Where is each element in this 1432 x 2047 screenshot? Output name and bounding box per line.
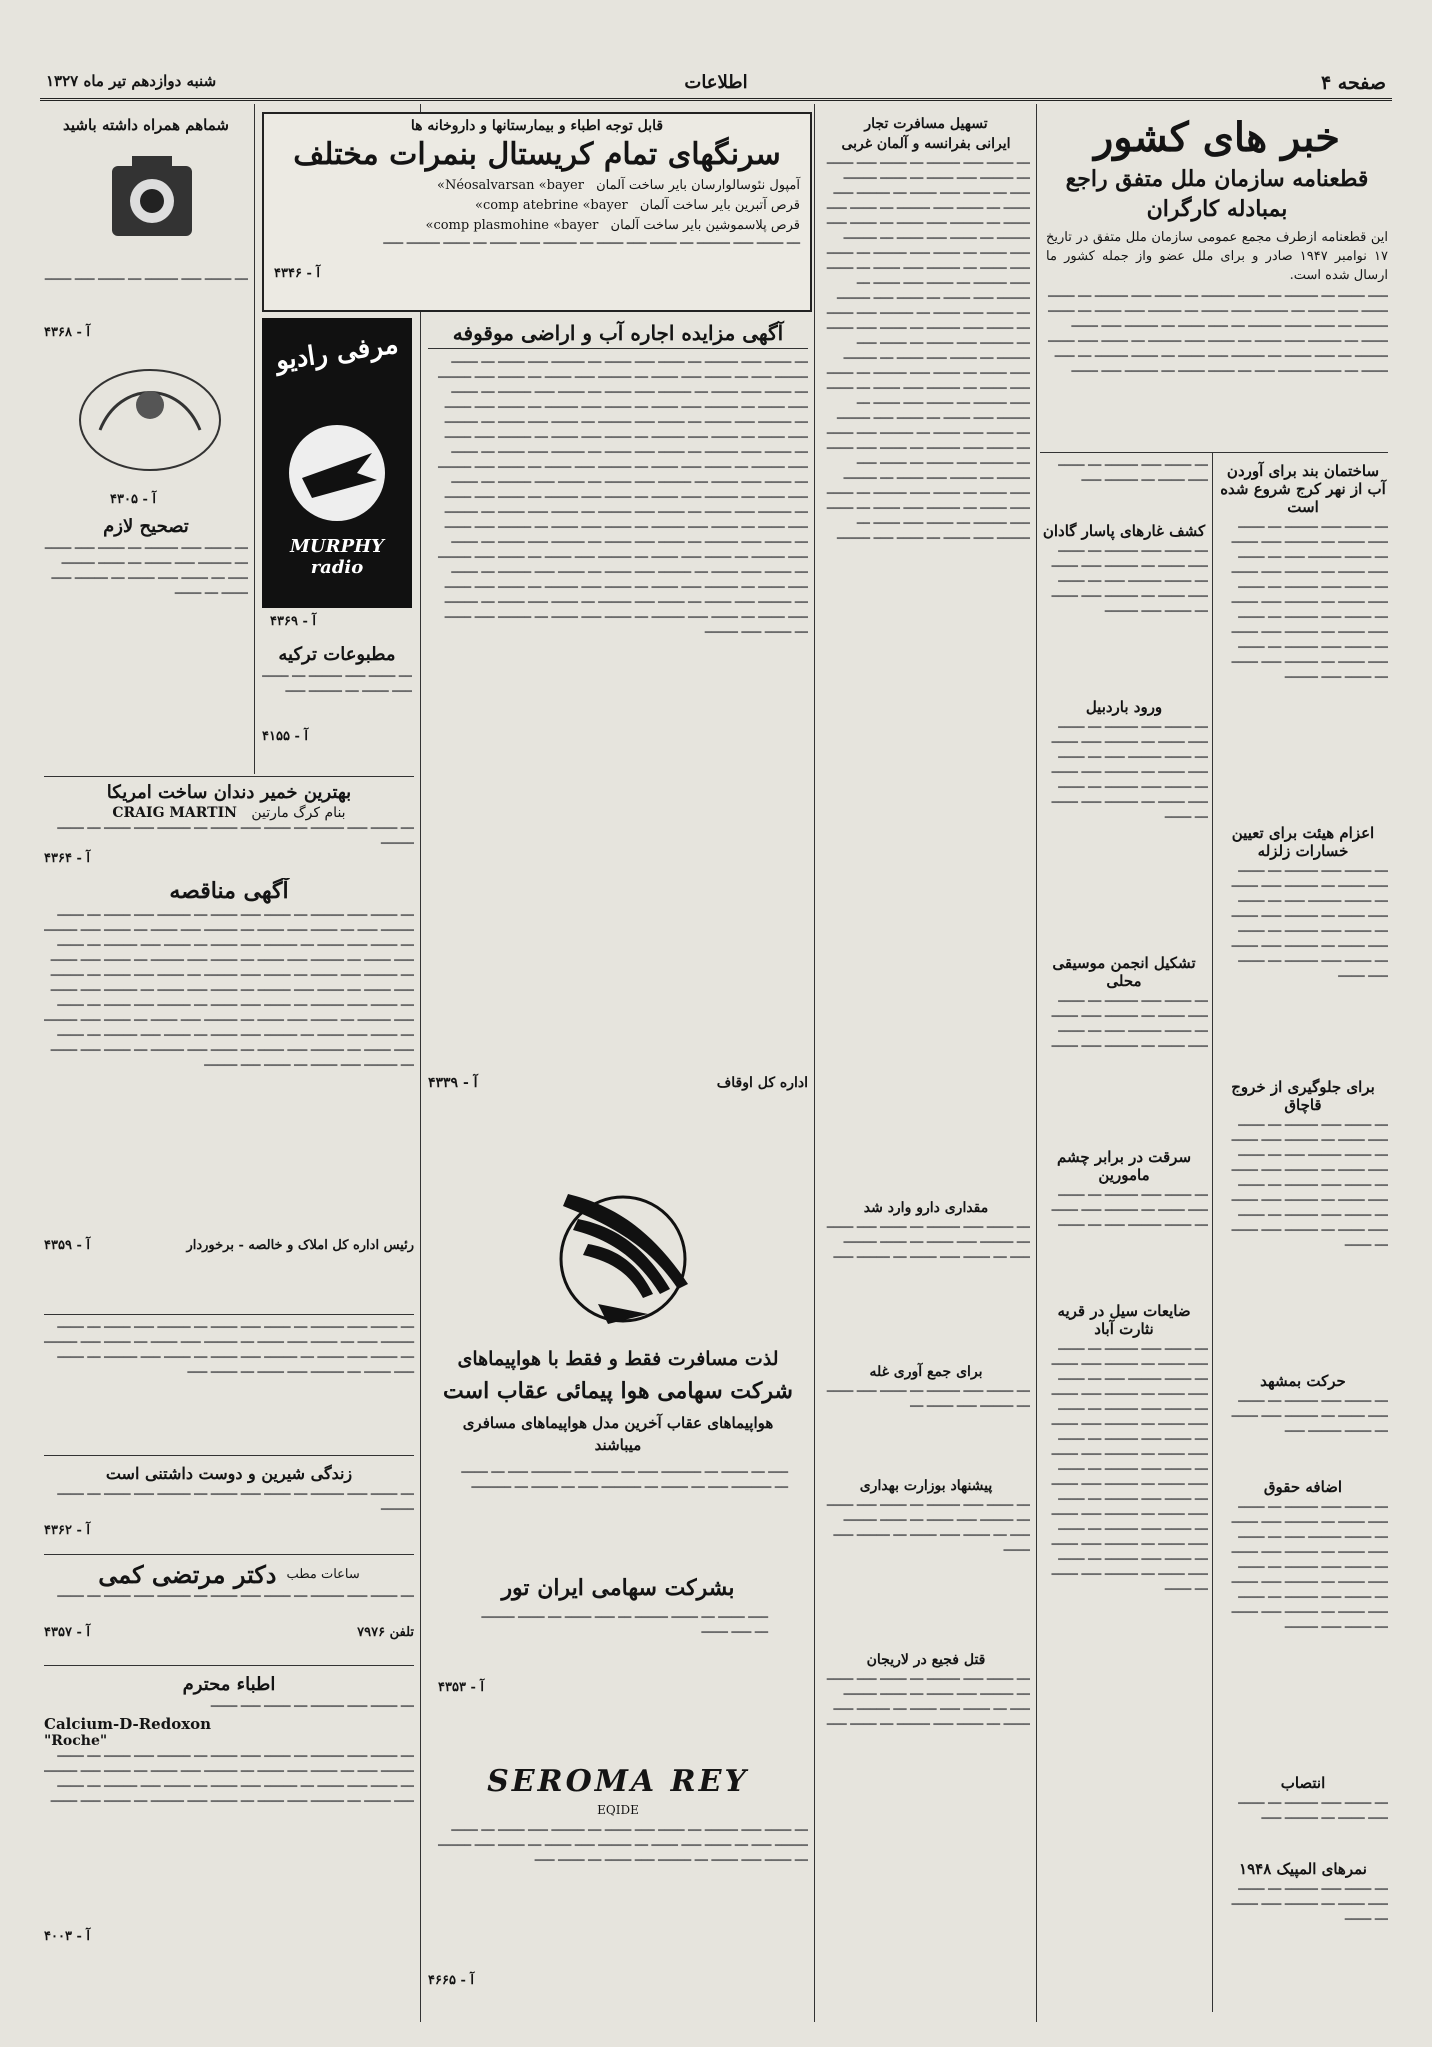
quake-headline: اعزام هیئت برای تعیین خسارات زلزله (1231, 824, 1375, 860)
physician-title: اطباء محترم (182, 1674, 276, 1695)
photo-ad (44, 112, 248, 342)
article-body: ━━ ━━━━ ━━━ ━━━━━ ━━ ━━━━ ━━━ ━━━━ ━━ ━━━━━ ━━━ (1058, 459, 1208, 487)
camera-illustration-icon (102, 146, 202, 266)
calcium-latin: Calcium-D-Redoxon (44, 1715, 212, 1733)
ardabil-headline: ورود باردبیل (1085, 698, 1163, 716)
ministry-headline: پیشنهاد بوزارت بهداری (859, 1478, 993, 1494)
column-rule (814, 104, 815, 2022)
article-body: ━━ ━━━━ ━━━ ━━━━━ ━━ ━━━━ ━━━ ━━━━ ━━ ━━━━━ ━━━ (1238, 1797, 1388, 1825)
issue-date: شنبه دوازدهم تیر ماه ۱۳۲۷ (46, 72, 217, 90)
article-body: ━━ ━━━━ ━━━ ━━━━━ ━━ ━━━━ ━━━ ━━━━ ━━ ━━━━━ ━━━ ━━━━ ━━ ━━━━ ━━━━━ ━━━ ━━ ━━━━ ━━━ ━━━━ ━━ ━━━━━ ━━━ ━━━━ ━━ ━━━━ ━━━ ━━━━━ ━━ ━━━━ ━━━ ━━━━ ━━ ━━━━━ ━━━ ━━━━ ━━ ━━━━ ━━━ ━━━━━ ━━ ━━━━ ━━━ ━━━━ ━━ ━━━━━ ━━━ ━━━━ ━━ ━━━━ ━━━ ━━━━━ ━━ ━━━━ ━━━ ━━━━ ━━ ━━━━━ ━━━ ━━━━ ━━ ━━━━ ━━━ ━━━━━ (1231, 521, 1388, 684)
news-column-2 (822, 112, 1030, 2012)
un-headline: قطعنامه سازمان ملل متفق راجع بمبادله کارگران (1065, 166, 1369, 222)
syringe-item-latin: comp atebrine «bayer» (475, 198, 628, 213)
appointment-headline: انتصاب (1280, 1774, 1326, 1792)
roche-latin: "Roche" (44, 1733, 108, 1749)
article-body: ━━ ━━━━ ━━━ ━━━━━ ━━ ━━━━ ━━━ ━━━━ ━━ ━━━━━ ━━━ ━━━━ ━━ ━━━━ ━━━━━ ━━━ ━━ ━━━━ ━━━ ━━━━ ━━ ━━━━━ ━━━ (826, 1221, 1030, 1264)
doctor-footer (44, 1625, 414, 1640)
article-body: ━━ ━━━━ ━━━ ━━━━━ ━━ ━━━━ ━━━ ━━━━ ━━ ━━━━━ ━━━ ━━━━ ━━ ━━━━ ━━━━━ ━━━ (1231, 1395, 1388, 1438)
murphy-radio-ad (262, 318, 412, 608)
ad-code: آ - ۴۳۳۹ (428, 1075, 478, 1091)
toothpaste-brand-line (44, 805, 414, 821)
travel-subheadline: ایرانی بفرانسه و آلمان غربی (841, 136, 1011, 152)
article-body: ━━ ━━━━ ━━━ ━━━━━ ━━ ━━━━ ━━━ ━━━━ ━━ ━━━━━ ━━━ ━━━━ ━━ ━━━━ ━━━━━ ━━━ ━━ ━━━━ ━━━ ━━━━ ━━ ━━━━━ ━━━ ━━━━ ━━ ━━━━ ━━━ ━━━━━ ━━ ━━━━ ━━━ (826, 1673, 1030, 1731)
tour-company: بشرکت سهامی ایران تور (501, 1575, 735, 1601)
coal-headline: قتل فجیع در لاریجان (866, 1652, 986, 1668)
notice-body: ━━ ━━━━ ━━━ ━━━━━ ━━ ━━━━ ━━━ ━━━━ ━━ ━━━━━ ━━━ ━━━━ ━━ ━━━━ ━━━━━ ━━━ ━━ ━━━━ ━━━ ━━━━ ━━ ━━━━━ ━━━ ━━━━ ━━ ━━━━ ━━━ ━━━━━ ━━ ━━━━ ━━━ ━━━━ ━━ ━━━━━ ━━━ ━━━━ ━━ ━━━━ ━━━ ━━━━━ ━━ ━━━━ ━━━ ━━━━ ━━ ━━━━━ ━━━ ━━━━ ━━ ━━━━ ━━━ ━━━━━ ━━ ━━━━ ━━━ ━━━━ ━━ ━━━━━ ━━━ ━━━━ ━━ ━━━━ ━━━ ━━━━━ ━━ ━━━━ ━━━ ━━━━ ━━ ━━━━━ ━━━ ━━━━ ━━ ━━━━ ━━━ ━━━━━ ━━ ━━━━ ━━━ ━━━━ ━━ ━━━━━ ━━━ ━━━━ ━━ ━━━━ ━━━ ━━━━━ ━━ ━━━━ ━━━ ━━━━ ━━ ━━━━━ ━━━ ━━━━ ━━ ━━━━ ━━━ ━━━━━ ━━ ━━━━ ━━━ ━━━━ ━━ ━━━━━ ━━━ ━━━━ ━━ ━━━━ ━━━ ━━━━━ ━━ ━━━━ ━━━ ━━━━ ━━ ━━━━━ ━━━ ━━━━ ━━ ━━━━ ━━━ ━━━━━ ━━ ━━━━ ━━━ ━━━━ ━━ ━━━━━ ━━━ ━━━━ ━━ ━━━━ ━━━ ━━━━━ ━━ ━━━━ ━━━ ━━━━ ━━ ━━━━━ ━━━ ━━━━ ━━ ━━━━ ━━━ ━━━━━ ━━ ━━━━ ━━━ ━━━━ ━━ ━━━━━ ━━━ ━━━━ ━━ ━━━━ ━━━ ━━━━━ ━━ ━━━━ ━━━ ━━━━ ━━ ━━━━━ ━━━ ━━━━ ━━ ━━━━ ━━━ ━━━━━ ━━ ━━━━ ━━━ ━━━━ ━━ ━━━━━ ━━━ ━━━━ ━━ ━━━━ ━━━ ━━━━━ ━━ ━━━━ ━━━ ━━━━ ━━ ━━━━━ ━━━ ━━━━ ━━ ━━━━ ━━━ ━━━━━ ━━ ━━━━ ━━━ ━━━━ ━━ ━━━━━ ━━━ ━━━━ ━━ ━━━━ ━━━ ━━━━━ ━━ ━━━━ ━━━ ━━━━ ━━ ━━━━━ ━━━ ━━━━ ━━ ━━━━ ━━━ ━━━━━ ━━ ━━━━ ━━━ ━━━━ ━━ ━━━━━ ━━━ ━━━━ ━━ ━━━━ ━━━ ━━━━━ ━━ ━━━━ ━━━ ━━━━ ━━ ━━━━━ ━━━ ━━━━ ━━ ━━━━ ━━━ ━━━━━ ━━ ━━━━ ━━━ ━━━━ ━━ ━━━━━ ━━━ ━━━━ ━━ ━━━━ ━━━ ━━━━━ (438, 356, 808, 639)
toothpaste-brand: بنام کرگ مارتین (251, 805, 346, 821)
sweet-title: زندگی شیرین و دوست داشتنی است (105, 1464, 353, 1483)
article-body: ━━ ━━━━ ━━━ ━━━━━ ━━ ━━━━ ━━━ ━━━━ ━━ ━━━━━ ━━━ ━━━━ ━━ ━━━━ ━━━━━ ━━━ ━━ ━━━━ ━━━ ━━━━ ━━ ━━━━━ ━━━ ━━━━ ━━ ━━━━ ━━━ ━━━━━ ━━ ━━━━ ━━━ ━━━━ ━━ ━━━━━ ━━━ ━━━━ ━━ ━━━━ (1051, 721, 1208, 824)
ad-body: ━━ ━━━━ ━━━ ━━━━━ ━━ ━━━━ ━━━ ━━━━ ━━ ━━━━━ ━━━ ━━━━ ━━ ━━━━ ━━━━━ ━━━ ━━ ━━━━ ━━━ ━━━━ ━━ ━━━━━ ━━━ ━━━━ ━━ ━━━━ ━━━ ━━━━━ ━━ ━━━━ ━━━ ━━━━ ━━ ━━━━━ ━━━ ━━━━ ━━ ━━━━ ━━━ (438, 1824, 808, 1867)
divider (44, 1314, 414, 1315)
section-title: خبر های کشور (1093, 114, 1340, 161)
column-rule (1212, 452, 1213, 2012)
toothpaste-ad (44, 782, 414, 872)
divider (44, 1665, 414, 1666)
article-body: ━━ ━━━━ ━━━ ━━━━━ ━━ ━━━━ ━━━ ━━━━ ━━ ━━━━━ ━━━ ━━━━ ━━ ━━━━ ━━━━━ ━━━ ━━ ━━━━ ━━━ ━━━━ ━━ ━━━━━ ━━━ ━━━━ (826, 1499, 1030, 1557)
turkey-title: مطبوعات ترکیه (278, 644, 396, 665)
news-subcolumn-right (1218, 458, 1388, 2008)
ad-code: آ - ۴۱۵۵ (262, 729, 308, 744)
eagle-company: شرکت سهامی هوا پیمائی عقاب است (443, 1378, 793, 1404)
seroma-title: SEROMA REY (487, 1764, 749, 1799)
syringe-item (264, 216, 810, 236)
calcium-ad (44, 1670, 414, 2010)
page-number: صفحه ۴ (1320, 72, 1386, 94)
article-body: ━━ ━━━━ ━━━ ━━━━━ ━━ ━━━━ ━━━ ━━━━ ━━ ━━━━━ ━━━ ━━━━ ━━ ━━━━ ━━━━━ ━━━ ━━ ━━━━ ━━━ ━━━━ ━━ ━━━━━ ━━━ ━━━━ ━━ ━━━━ ━━━ ━━━━━ ━━ ━━━━ ━━━ ━━━━ ━━ ━━━━━ ━━━ ━━━━ ━━ ━━━━ ━━━ ━━━━━ ━━ ━━━━ ━━━ ━━━━ ━━ ━━━━━ ━━━ ━━━━ ━━ ━━━━ ━━━ ━━━━━ (1231, 1501, 1388, 1634)
auction-footer (428, 1075, 808, 1091)
tender-title: آگهی مناقصه (169, 878, 289, 904)
doctor-phone: تلفن ۷۹۷۶ (357, 1625, 414, 1640)
dam-headline: ساختمان بند برای آوردن آب از نهر کرج شروع شده است (1220, 462, 1386, 516)
theft-headline: سرقت در برابر چشم مامورین (1056, 1148, 1192, 1184)
notice-body: ━━ ━━━━ ━━━ ━━━━━ ━━ ━━━━ ━━━ ━━━━ ━━ ━━━━━ ━━━ ━━━━ ━━ ━━━━ ━━━━━ ━━━ ━━ ━━━━ ━━━ ━━━━ ━━ ━━━━━ ━━━ ━━━━ ━━ ━━━━ ━━━ ━━━━━ ━━ ━━━━ ━━━ ━━━━ ━━ ━━━━━ ━━━ ━━━━ ━━ ━━━━ ━━━ ━━━━━ ━━ ━━━━ ━━━ ━━━━ ━━ ━━━━━ ━━━ ━━━━ ━━ ━━━━ ━━━ ━━━━━ ━━ ━━━━ ━━━ ━━━━ ━━ ━━━━━ ━━━ ━━━━ ━━ ━━━━ ━━━ ━━━━━ ━━ ━━━━ ━━━ ━━━━ ━━ ━━━━━ ━━━ ━━━━ ━━ ━━━━ ━━━ ━━━━━ ━━ ━━━━ ━━━ ━━━━ ━━ ━━━━━ ━━━ ━━━━ ━━ ━━━━ ━━━ ━━━━━ ━━ ━━━━ ━━━ ━━━━ ━━ ━━━━━ ━━━ ━━━━ ━━ ━━━━ ━━━ ━━━━━ ━━ ━━━━ ━━━ ━━━━ ━━ ━━━━━ ━━━ ━━━━ ━━ ━━━━ ━━━ ━━━━━ ━━ ━━━━ ━━━ ━━━━ ━━ ━━━━━ ━━━ ━━━━ ━━ ━━━━ ━━━ ━━━━━ ━━ ━━━━ ━━━ ━━━━ ━━ ━━━━━ ━━━ ━━━━ ━━ ━━━━ ━━━ ━━━━━ ━━ ━━━━ ━━━ ━━━━ ━━ ━━━━━ ━━━ ━━━━ ━━ ━━━━ ━━━ ━━━━━ (44, 909, 414, 1072)
article-body: ━━ ━━━━ ━━━ ━━━━━ ━━ ━━━━ ━━━ ━━━━ ━━ ━━━━━ ━━━ ━━━━ ━━ ━━━━ ━━━━━ ━━━ ━━ ━━━━ ━━━ ━━━━ ━━ ━━━━━ ━━━ ━━━━ ━━ ━━━━ ━━━ ━━━━━ ━━ ━━━━ ━━━ ━━━━ ━━ ━━━━━ ━━━ ━━━━ ━━ ━━━━ ━━━ ━━━━━ ━━ ━━━━ ━━━ ━━━━ ━━ ━━━━━ ━━━ ━━━━ ━━ ━━━━ (1231, 1119, 1388, 1252)
article-body: ━━ ━━━━ ━━━ ━━━━━ ━━ ━━━━ ━━━ ━━━━ ━━ ━━━━━ ━━━ ━━━━ ━━ (826, 1385, 1030, 1413)
turkey-press-ad (262, 640, 412, 770)
syringe-ad (262, 112, 812, 312)
smuggling-headline: برای جلوگیری از خروج قاچاق (1231, 1078, 1375, 1114)
tender-footer (44, 1238, 414, 1253)
ad-body: ━━ ━━━━ ━━━ ━━━━━ ━━ ━━━━ ━━━ ━━━━ (44, 273, 248, 286)
eagle-slogan: لذت مسافرت فقط و فقط با هواپیماهای (457, 1348, 779, 1370)
doctor-title: دکتر مرتضی کمی (98, 1560, 277, 1589)
syringe-title: سرنگهای تمام کریستال بنمرات مختلف (293, 137, 781, 172)
correction-title: تصحیح لازم (103, 516, 189, 537)
divider (44, 1455, 414, 1456)
doctor-header (44, 1560, 414, 1589)
ad-code: آ - ۴۳۶۴ (44, 851, 90, 866)
correction-notice (44, 512, 248, 742)
grain-headline: برای جمع آوری غله (869, 1364, 983, 1380)
un-body: این قطعنامه ازطرف مجمع عمومی سازمان ملل متفق در تاریخ ۱۷ نوامبر ۱۹۴۷ صادر و برای ملل عضو واز جمله کشور ما ارسال شده است. (1046, 230, 1388, 283)
seroma-brand: EQIDE (597, 1803, 639, 1817)
ad-body: ━━ ━━━━ ━━━ ━━━━━ ━━ ━━━━ ━━━ ━━━━ ━━ ━━━━━ ━━━ ━━━━ ━━ ━━━━ (57, 1590, 414, 1603)
ad-code: آ - ۴۳۵۷ (44, 1625, 90, 1640)
travel-headline: تسهیل مسافرت تجار (864, 116, 988, 132)
seroma-ad (428, 1764, 808, 2012)
ad-code: آ - ۴۳۶۹ (270, 614, 316, 629)
caves-headline: کشف غارهای پاسار گادان (1042, 522, 1206, 540)
drugs-headline: مقداری دارو وارد شد (863, 1200, 989, 1216)
eagle-logo-icon (538, 1164, 708, 1344)
auction-sign: اداره کل اوقاف (716, 1075, 808, 1091)
ad-code: آ - ۴۳۵۹ (44, 1238, 90, 1253)
ad-body: ━━━ ━━━━ ━━ ━━━━ ━━━━━ ━━ ━━━ ━━━━ ━━ ━━━━ ━━━━━ ━━ ━━━ ━━━━ (481, 1611, 768, 1639)
doctor-ad (44, 1560, 414, 1660)
ad-body: ━━ ━━━━ ━━━ ━━━━━ ━━ ━━━━ ━━━ ━━━━ ━━ ━━━━━ ━━━ ━━━━ ━━ ━━━━ ━━━━━ ━━━ (383, 237, 800, 250)
article-body: ━━ ━━━━ ━━━ ━━━━━ ━━ ━━━━ ━━━ ━━━━ ━━ ━━━━━ ━━━ ━━━━ ━━ ━━━━ ━━━━━ ━━━ ━━ ━━━━ ━━━ ━━━━ ━━ ━━━━━ ━━━ ━━━━ ━━ ━━━━ ━━━ ━━━━━ ━━ ━━━━ ━━━ ━━━━ ━━ ━━━━━ ━━━ ━━━━ ━━ ━━━━ ━━━ ━━━━━ ━━ ━━━━ ━━━ ━━━━ ━━ ━━━━━ ━━━ ━━━━ ━━ ━━━━ ━━━ ━━━━━ ━━ ━━━━ ━━━ ━━━━ ━━ ━━━━━ ━━━ ━━━━ ━━ ━━━━ ━━━ ━━━━━ ━━ ━━━━ ━━━ ━━━━ ━━ ━━━━━ ━━━ ━━━━ ━━ ━━━━ ━━━ ━━━━━ ━━ ━━━━ ━━━ ━━━━ ━━ ━━━━━ ━━━ ━━━━ ━━ ━━━━ ━━━ ━━━━━ ━━ ━━━━ ━━━ ━━━━ ━━ ━━━━━ ━━━ ━━━━ ━━ ━━━━ (1051, 1343, 1208, 1596)
ad-code: آ - ۴۰۰۳ (44, 1929, 90, 1944)
newspaper-name: اطلاعات (684, 72, 748, 93)
ad-body: ━━ ━━━━ ━━━ ━━━━━ ━━ ━━━━ ━━━ ━━━━ ━━ ━━━━━ ━━━ ━━━━ ━━ ━━━━ ━━━━━ (57, 822, 414, 850)
syringe-note: قابل توجه اطباء و بیمارستانها و داروخانه ها (410, 118, 664, 134)
ad-code: آ - ۴۳۰۵ (110, 492, 156, 507)
syringe-item-fa: قرص آتبرین بایر ساخت آلمان (639, 198, 800, 213)
article-body: ━━ ━━━━ ━━━ ━━━━━ ━━ ━━━━ ━━━ ━━━━ ━━ ━━━━━ ━━━ ━━━━ ━━ ━━━━ ━━━━━ ━━━ ━━ ━━━━ ━━━ ━━━━ ━━ ━━━━━ ━━━ ━━━━ ━━ ━━━━ ━━━ ━━━━━ ━━ ━━━━ ━━━ ━━━━ ━━ ━━━━━ ━━━ ━━━━ ━━ ━━━━ ━━━ ━━━━━ ━━ ━━━━ ━━━ ━━━━ (1231, 865, 1388, 983)
syringe-item-fa: قرص پلاسموشین بایر ساخت آلمان (610, 218, 800, 233)
tender-sign: رئیس اداره کل املاک و خالصه - برخوردار (186, 1238, 414, 1253)
divider (44, 776, 414, 777)
column-rule (420, 104, 421, 2022)
radio-logo-icon (282, 418, 392, 528)
tender-notice (44, 878, 414, 1308)
ad-code: آ - ۴۳۵۳ (438, 1680, 484, 1695)
airline-ad (428, 1160, 808, 1760)
syringe-item (264, 176, 810, 196)
doctor-hours: ساعات مطب (286, 1567, 360, 1582)
toothpaste-latin: CRAIG MARTIN (112, 805, 237, 821)
auction-title: آگهی مزایده اجاره آب و اراضی موقوفه (428, 318, 808, 349)
notice-body: ━━ ━━━━ ━━━ ━━━━━ ━━ ━━━━ ━━━ ━━━━ ━━ ━━━━━ ━━━ ━━━━ ━━ ━━━━ ━━━━━ ━━━ ━━ ━━━━ ━━━ ━━━━ ━━ ━━━━━ ━━━ ━━━━ ━━ ━━━━ (44, 542, 248, 600)
illustration-icon (60, 350, 240, 490)
ad-body: ━━ ━━━━ ━━━ ━━━━━ ━━ ━━━━ ━━━ ━━━━ ━━ ━━━━━ ━━━ ━━━━ ━━ ━━━━ ━━━━━ (57, 1488, 414, 1516)
column-rule (254, 104, 255, 774)
flood-headline: ضایعات سیل در قریه نثارت آباد (1057, 1302, 1191, 1338)
flight-schedule: ━━━ ━━ ━━━━ ━━ ━━━━━━ ━━━ ━━ ━━━━ ━━ ━━━━━━ ━━━ ━━ ━━━━ ━━ ━━━━━━ ━━━ ━━ ━━━━ ━━ ━━━━━━ ━━━ ━━ ━━━━ ━━ ━━━━━━ (461, 1466, 788, 1494)
olympic-headline: نمرهای المپیک ۱۹۴۸ (1239, 1860, 1367, 1878)
toothpaste-title: بهترین خمیر دندان ساخت امریکا (106, 782, 352, 803)
divider (1040, 452, 1388, 453)
column-rule (1036, 104, 1037, 2022)
article-body: ━━━ ━━━━ ━━ ━━━━━ ━━ ━━━━ ━━━━━ ━━ ━━━━ ━━━ ━━━━━ ━━ ━━━━ ━━━━ ━━━ ━━━━ ━━ ━━━━━ ━━━ ━━━━ ━━ ━━━━━ ━━━ ━━━━ ━━ ━━━━ ━━━━━ ━━ ━━━ ━━━━ ━━━━━ ━━ ━━━ ━━━━ ━━ ━━━━━ ━━━ ━━━━ ━━━━ ━━ ━━━━━ ━━━ ━━━━ ━━ ━━━━ ━━━ ━━━━━ ━━ ━━━━ ━━━ ━━━━ ━━━━━ ━━ ━━━ ━━━━ ━━ ━━━━━ ━━━ ━━━━ ━━ ━━━━ ━━━━━ ━━ ━━━ ━━━━ ━━ ━━━━ ━━━━━ ━━━ ━━ ━━━━ ━━━━ ━━ ━━━━━ ━━━ ━━━━ (1048, 290, 1388, 378)
article-body: ━━ ━━━━ ━━━ ━━━━━ ━━ ━━━━ ━━━ ━━━━ ━━ ━━━━━ ━━━ ━━━━ ━━ ━━━━ ━━━━━ ━━━ ━━ ━━━━ (1051, 1189, 1208, 1232)
article-body: ━━ ━━━━ ━━━ ━━━━━ ━━ ━━━━ ━━━ ━━━━ ━━ ━━━━━ ━━━ ━━━━ ━━ ━━━━ ━━━━━ ━━━ ━━ ━━━━ ━━━ ━━━━ ━━ ━━━━━ ━━━ ━━━━ ━━ ━━━━ ━━━ ━━━━━ (1051, 545, 1208, 618)
music-headline: تشکیل انجمن موسیقی محلی (1052, 954, 1196, 990)
article-body: ━━ ━━━━ ━━━ ━━━━━ ━━ ━━━━ ━━━ ━━━━ ━━ ━━━━━ ━━━ ━━━━ ━━ ━━━━ ━━━━━ ━━━ ━━ ━━━━ ━━━ ━━━━ ━━ ━━━━━ ━━━ ━━━━ ━━ ━━━━ ━━━ ━━━━━ ━━ ━━━━ ━━━ ━━━━ ━━ ━━━━━ ━━━ ━━━━ ━━ ━━━━ ━━━ ━━━━━ ━━ ━━━━ ━━━ ━━━━ ━━ ━━━━━ ━━━ ━━━━ ━━ ━━━━ ━━━ ━━━━━ ━━ ━━━━ ━━━ ━━━━ ━━ ━━━━━ ━━━ ━━━━ ━━ ━━━━ ━━━ ━━━━━ ━━ ━━━━ ━━━ ━━━━ ━━ ━━━━━ ━━━ ━━━━ ━━ ━━━━ ━━━ ━━━━━ ━━ ━━━━ ━━━ ━━━━ ━━ ━━━━━ ━━━ ━━━━ ━━ ━━━━ ━━━ ━━━━━ ━━ ━━━━ ━━━ ━━━━ ━━ ━━━━━ ━━━ ━━━━ ━━ ━━━━ ━━━ ━━━━━ ━━ ━━━━ ━━━ ━━━━ ━━ ━━━━━ ━━━ ━━━━ ━━ ━━━━ ━━━ ━━━━━ ━━ ━━━━ ━━━ ━━━━ ━━ ━━━━━ ━━━ ━━━━ ━━ ━━━━ ━━━ ━━━━━ ━━ ━━━━ ━━━ ━━━━ ━━ ━━━━━ ━━━ ━━━━ ━━ ━━━━ ━━━ ━━━━━ ━━ ━━━━ ━━━ ━━━━ ━━ ━━━━━ ━━━ ━━━━ ━━ ━━━━ ━━━ ━━━━━ ━━ ━━━━ ━━━ ━━━━ ━━ ━━━━━ ━━━ ━━━━ ━━ ━━━━ ━━━ ━━━━━ ━━ ━━━━ ━━━ ━━━━ ━━ ━━━━━ ━━━ ━━━━ ━━ ━━━━ ━━━ ━━━━━ ━━ ━━━━ ━━━ ━━━━ ━━ ━━━━━ ━━━ ━━━━ ━━ ━━━━ ━━━ ━━━━━ ━━ ━━━━ ━━━ ━━━━ ━━ ━━━━━ ━━━ ━━━━ ━━ ━━━━ ━━━ ━━━━━ (826, 157, 1030, 545)
photo-ad-title: شماهم همراه داشته باشید (63, 116, 229, 134)
syringe-item-latin: Néosalvarsan «bayer» (437, 178, 584, 193)
mashhad-headline: حرکت بمشهد (1260, 1372, 1346, 1390)
syringe-item (264, 196, 810, 216)
eagle-tagline: هواپیماهای عقاب آخرین مدل هواپیماهای مسافری میباشند (462, 1414, 774, 1454)
ad-code: آ - ۴۶۶۵ (428, 1973, 474, 1988)
syringe-item-fa: آمپول نئوسالوارسان بایر ساخت آلمان (596, 178, 800, 193)
ad-code: آ - ۴۳۴۶ (274, 266, 320, 281)
ad-body: ━━ ━━━━ ━━━ ━━━━━ ━━ ━━━━ ━━━ ━━━━ ━━ ━━━━━ ━━━ (262, 670, 412, 698)
article-body: ━━ ━━━━ ━━━ ━━━━━ ━━ ━━━━ ━━━ ━━━━ ━━ ━━━━━ ━━━ ━━━━ ━━ ━━━━ (1231, 1883, 1388, 1926)
syringe-item-latin: comp plasmohine «bayer» (425, 218, 599, 233)
auction-notice (428, 318, 808, 1148)
sweet-life-ad (44, 1460, 414, 1550)
ad-code: آ - ۴۳۶۲ (44, 1523, 90, 1538)
murphy-brand: مرفی رادیو (273, 329, 401, 377)
murphy-latin: MURPHY radio (290, 536, 384, 578)
rights-headline: اضافه حقوق (1263, 1478, 1343, 1496)
article-body: ━━ ━━━━ ━━━ ━━━━━ ━━ ━━━━ ━━━ ━━━━ ━━ ━━━━━ ━━━ ━━━━ ━━ ━━━━ ━━━━━ ━━━ ━━ ━━━━ ━━━ ━━━━ ━━ ━━━━━ ━━━ ━━━━ (1051, 995, 1208, 1053)
news-subcolumn-left (1040, 458, 1208, 2008)
ad-code: آ - ۴۳۶۸ (44, 325, 90, 340)
divider (44, 1554, 414, 1555)
masthead (40, 72, 1392, 101)
notice-body: ━━ ━━━━ ━━━ ━━━━━ ━━ ━━━━ ━━━ ━━━━ ━━ ━━━━━ ━━━ ━━━━ ━━ ━━━━ ━━━━━ ━━━ ━━ ━━━━ ━━━ ━━━━ ━━ ━━━━━ ━━━ ━━━━ ━━ ━━━━ ━━━ ━━━━━ ━━ ━━━━ ━━━ ━━━━ ━━ ━━━━━ ━━━ ━━━━ ━━ ━━━━ ━━━ ━━━━━ ━━ ━━━━ ━━━ ━━━━ ━━ ━━━━━ ━━━ ━━━━ ━━ ━━━━ ━━━ (44, 1321, 414, 1379)
ad-body: ━━ ━━━━ ━━━ ━━━━━ ━━ ━━━━ ━━━ ━━━━ ━━ ━━━━━ ━━━ ━━━━ ━━ ━━━━ ━━━━━ ━━━ ━━ ━━━━ ━━━ ━━━━ ━━ ━━━━━ ━━━ ━━━━ ━━ ━━━━ ━━━ ━━━━━ ━━ ━━━━ ━━━ ━━━━ ━━ ━━━━━ ━━━ ━━━━ ━━ ━━━━ ━━━ ━━━━━ ━━ ━━━━ ━━━ ━━━━ ━━ ━━━━━ ━━━ ━━━━ ━━ ━━━━ ━━━ ━━━━━ ━━ ━━━━ ━━━ ━━━━ (44, 1750, 414, 1808)
ad-body: ━━ ━━━━ ━━━ ━━━━━ ━━ ━━━━ ━━━ ━━━━ (210, 1700, 414, 1713)
